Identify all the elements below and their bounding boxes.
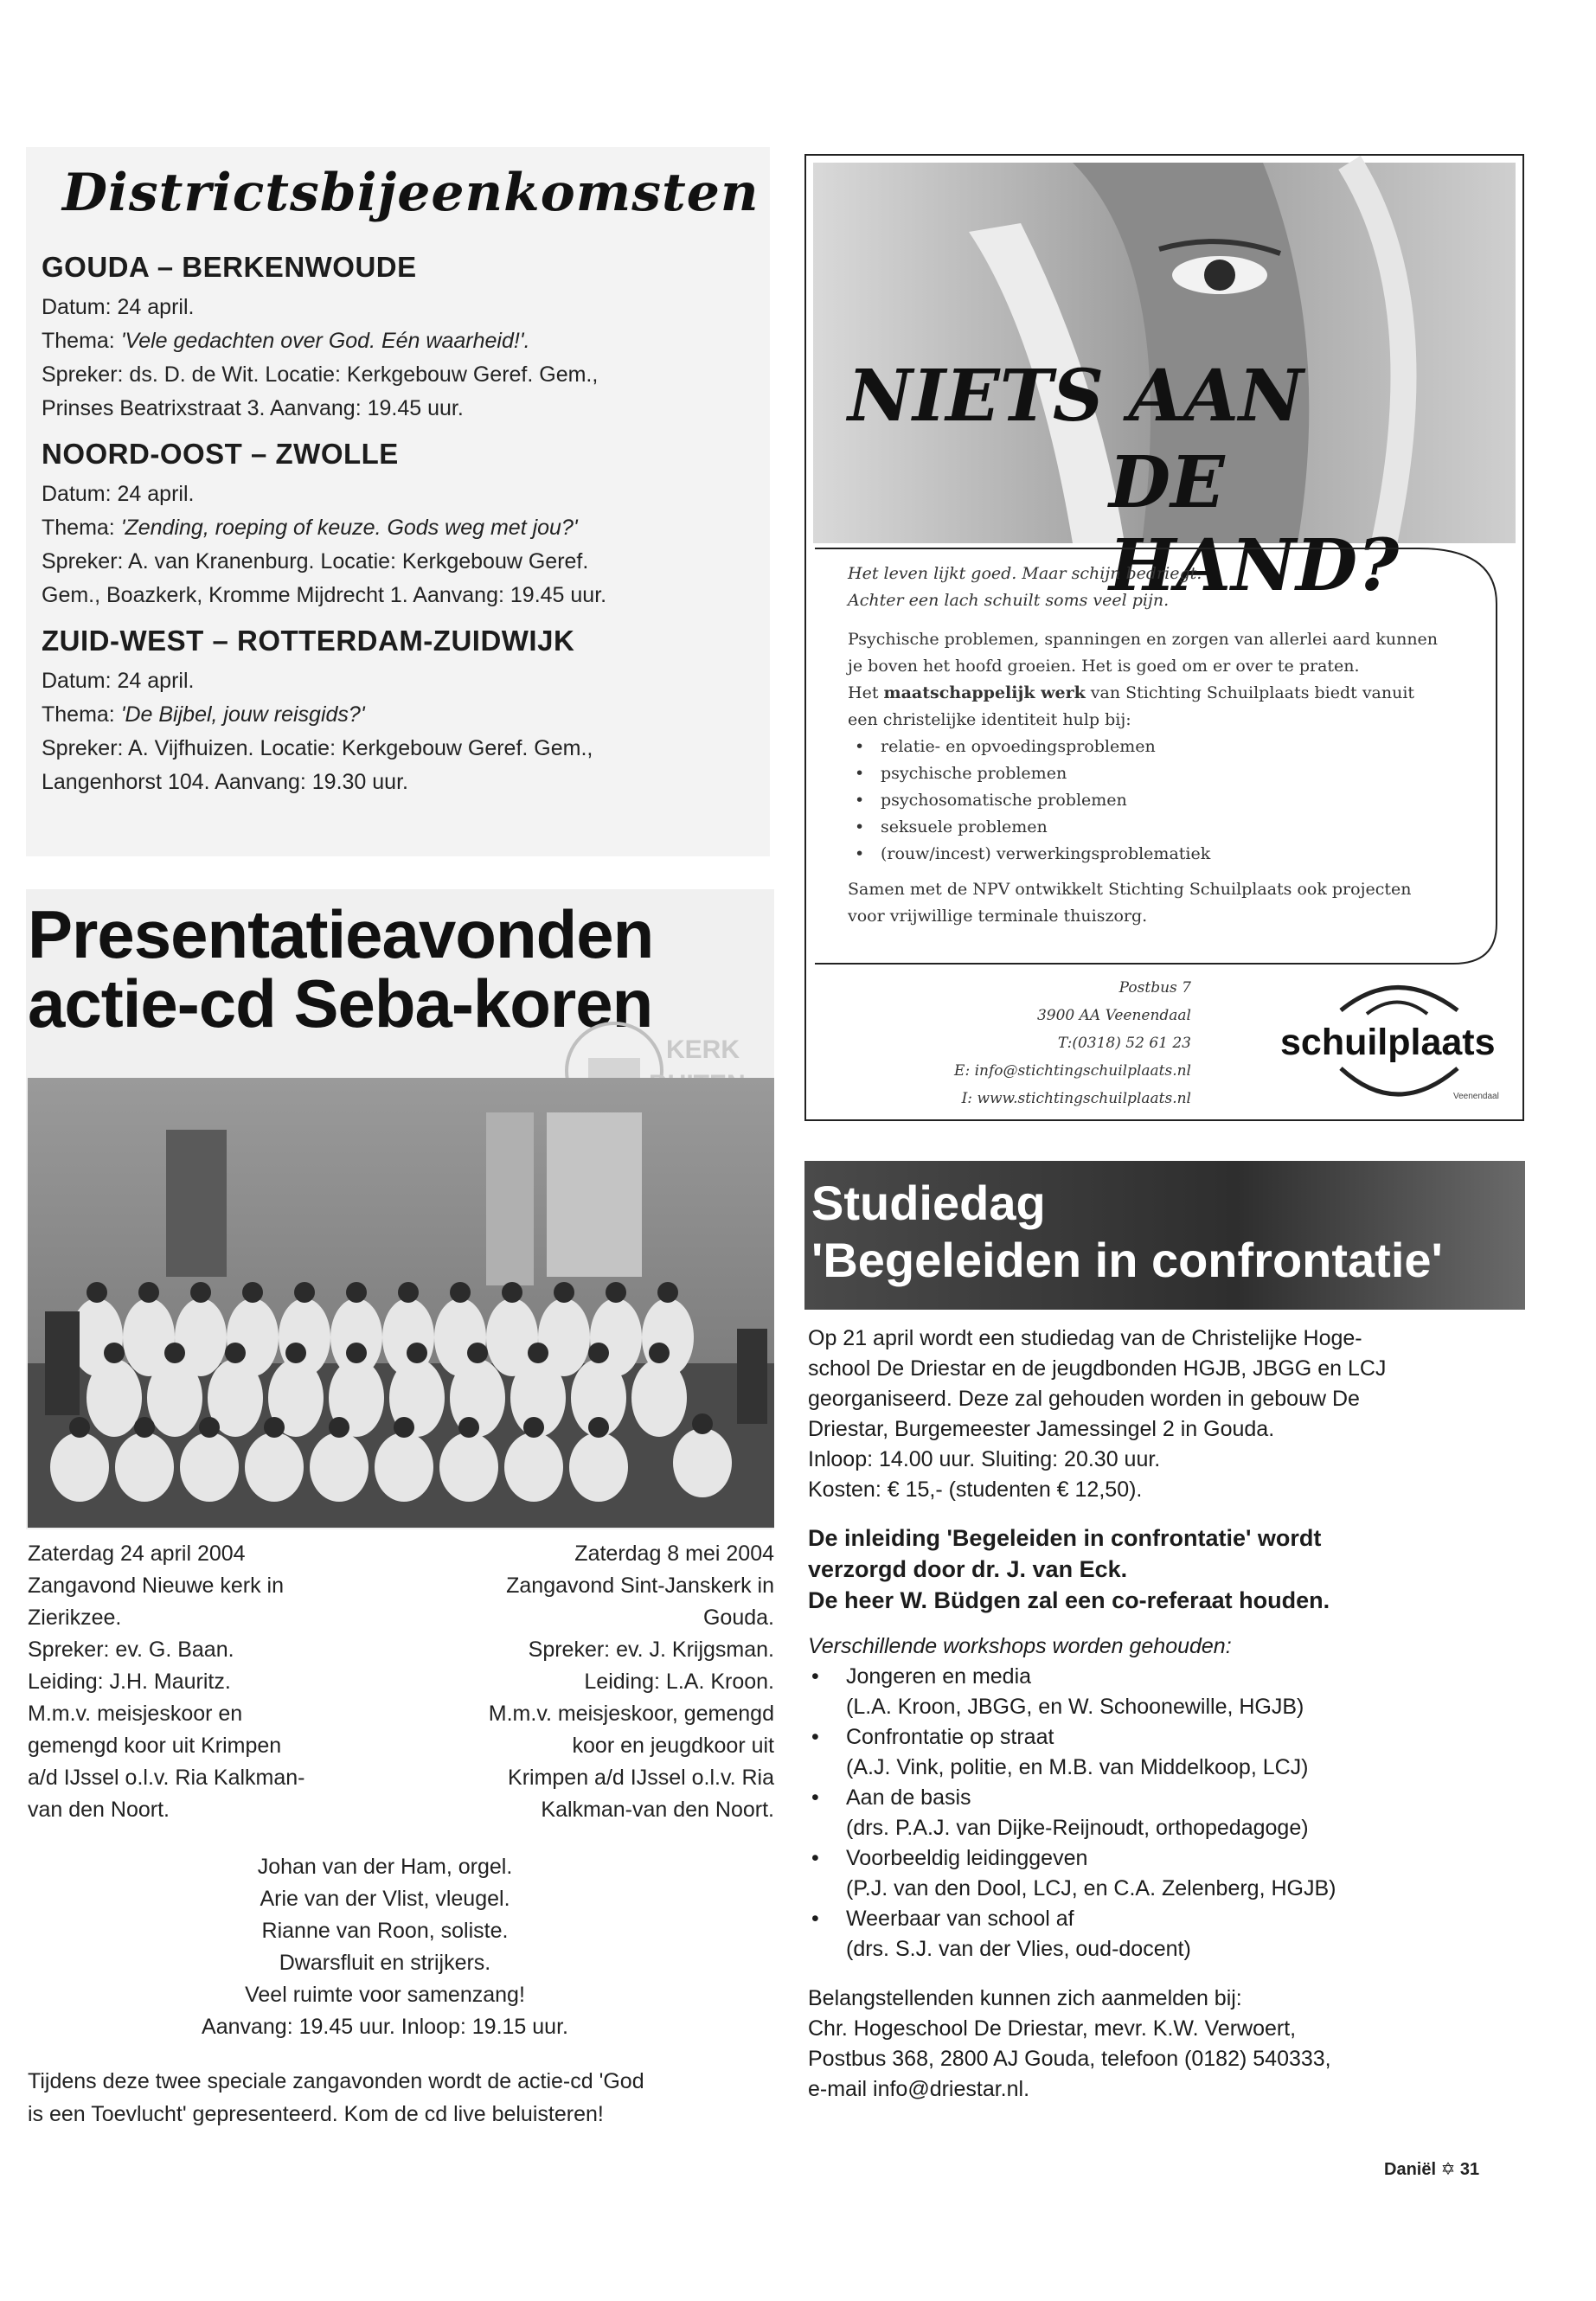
region-speaker: Spreker: ds. D. de Wit. Locatie: Kerkgebouw Geref. Gem., (42, 362, 599, 387)
fleur-icon: ✡ (1440, 2160, 1456, 2179)
choir-photo (28, 1078, 774, 1528)
credit-line: Johan van der Ham, orgel. (257, 1855, 513, 1879)
ad-text-span: Het (848, 683, 884, 702)
intro-line: Op 21 april wordt een studiedag van de Christelijke Hoge- (808, 1326, 1362, 1350)
workshop-title: • Voorbeeldig leidinggeven (846, 1846, 1088, 1870)
schuilplaats-logo-text: schuilplaats (1280, 1022, 1496, 1063)
event-1-line: Zierikzee. (28, 1606, 122, 1630)
district-rotterdam (42, 625, 760, 799)
choir-photo-illustration (28, 1078, 774, 1528)
region-name: ZUID-WEST – ROTTERDAM-ZUIDWIJK (42, 625, 575, 657)
workshop-presenters: (drs. P.A.J. van Dijke-Reijnoudt, orthopedagoge) (846, 1816, 1309, 1840)
speaker-line: verzorgd door dr. J. van Eck. (808, 1556, 1128, 1582)
workshop-item (846, 1904, 1517, 1965)
ad-body-line (848, 680, 1488, 707)
schuilplaats-ad (804, 154, 1524, 1121)
region-theme-line (42, 324, 760, 358)
workshop-item (846, 1662, 1517, 1722)
region-location: Gem., Boazkerk, Kromme Mijdrecht 1. Aanvang: 19.45 uur. (42, 583, 607, 607)
ad-text-box (813, 543, 1516, 967)
region-date: Datum: 24 april. (42, 482, 195, 506)
ad-intro (848, 561, 1488, 614)
districts-section (26, 147, 770, 856)
ad-help-item: • relatie- en opvoedingsproblemen (881, 734, 1488, 760)
region-location: Langenhorst 104. Aanvang: 19.30 uur. (42, 770, 408, 794)
signup-line: Chr. Hogeschool De Driestar, mevr. K.W. Verwoert, (808, 2016, 1297, 2041)
ad-body-line: Psychische problemen, spanningen en zorgen van allerlei aard kunnen (848, 630, 1439, 649)
contact-line: 3900 AA Veenendaal (1036, 1007, 1191, 1024)
workshop-presenters: (A.J. Vink, politie, en M.B. van Middelkoop, LCJ) (846, 1755, 1309, 1779)
event-1-line: Zaterdag 24 april 2004 (28, 1541, 246, 1566)
ad-body (848, 626, 1488, 930)
contact-line[interactable]: E: info@stichtingschuilplaats.nl (954, 1062, 1191, 1080)
ad-help-item: • psychosomatische problemen (881, 787, 1488, 814)
ad-headline-2: DE HAND? (1109, 441, 1400, 607)
event-2 (407, 1538, 774, 1826)
ad-intro-line: Het leven lijkt goed. Maar schijn bedriegt. (848, 564, 1202, 583)
signup-line: Postbus 368, 2800 AJ Gouda, telefoon (0182) 540333, (808, 2047, 1331, 2071)
event-2-line: Zangavond Sint-Janskerk in (506, 1574, 774, 1598)
districts-list (42, 251, 760, 811)
presentatie-title-line2: actie-cd Seba-koren (28, 965, 653, 1042)
studiedag-header (804, 1161, 1525, 1310)
ad-help-list (848, 734, 1488, 868)
region-theme-line (42, 511, 760, 545)
event-credits (87, 1851, 683, 2043)
event-1 (28, 1538, 391, 1826)
workshop-item (846, 1843, 1517, 1904)
event-1-line: gemengd koor uit Krimpen (28, 1734, 282, 1758)
presentatie-section (26, 889, 774, 1529)
event-1-line: a/d IJssel o.l.v. Ria Kalkman- (28, 1766, 305, 1790)
ad-help-item: • (rouw/incest) verwerkingsproblematiek (881, 841, 1488, 868)
intro-line: Driestar, Burgemeester Jamessingel 2 in Gouda. (808, 1417, 1275, 1441)
studiedag-body (808, 1324, 1517, 2105)
event-2-line: Spreker: ev. J. Krijgsman. (528, 1638, 774, 1662)
ad-text-span: van Stichting Schuilplaats biedt vanuit (1085, 683, 1415, 702)
region-theme: 'Zending, roeping of keuze. Gods weg met jou?' (120, 516, 578, 540)
contact-line[interactable]: I: www.stichtingschuilplaats.nl (961, 1090, 1191, 1107)
event-2-line: Kalkman-van den Noort. (541, 1798, 774, 1822)
speaker-line: De heer W. Büdgen zal een co-referaat houden. (808, 1587, 1330, 1613)
event-2-line: Gouda. (702, 1606, 774, 1630)
studiedag-intro (808, 1324, 1517, 1505)
closing-line: is een Toevlucht' gepresenteerd. Kom de cd live beluisteren! (28, 2102, 604, 2126)
district-gouda (42, 251, 760, 426)
workshop-title: • Aan de basis (846, 1785, 971, 1810)
event-2-line: Zaterdag 8 mei 2004 (574, 1541, 774, 1566)
theme-label: Thema: (42, 702, 121, 727)
credit-line: Arie van der Vlist, vleugel. (260, 1887, 510, 1911)
event-1-line: Zangavond Nieuwe kerk in (28, 1574, 284, 1598)
workshop-title: • Confrontatie op straat (846, 1725, 1054, 1749)
intro-line: georganiseerd. Deze zal gehouden worden in gebouw De (808, 1387, 1360, 1411)
ad-contact (936, 974, 1191, 1112)
workshop-presenters: (L.A. Kroon, JBGG, en W. Schoonewille, HGJB) (846, 1695, 1304, 1719)
ad-intro-line: Achter een lach schuilt soms veel pijn. (848, 591, 1170, 610)
event-1-line: Spreker: ev. G. Baan. (28, 1638, 234, 1662)
region-theme-line (42, 698, 760, 732)
event-1-line: M.m.v. meisjeskoor en (28, 1702, 243, 1726)
event-2-line: M.m.v. meisjeskoor, gemengd (488, 1702, 774, 1726)
credit-line: Rianne van Roon, soliste. (261, 1919, 509, 1943)
region-speaker: Spreker: A. Vijfhuizen. Locatie: Kerkgebouw Geref. Gem., (42, 736, 593, 760)
signup-email[interactable]: e-mail info@driestar.nl. (808, 2077, 1030, 2101)
credit-line: Veel ruimte voor samenzang! (245, 1983, 525, 2007)
credit-line: Aanvang: 19.45 uur. Inloop: 19.15 uur. (202, 2015, 568, 2039)
region-location: Prinses Beatrixstraat 3. Aanvang: 19.45 uur. (42, 396, 464, 420)
intro-line: Kosten: € 15,- (studenten € 12,50). (808, 1477, 1143, 1502)
event-1-line: Leiding: J.H. Mauritz. (28, 1670, 231, 1694)
studiedag-title: Studiedag (811, 1176, 1046, 1230)
workshop-presenters: (drs. S.J. van der Vlies, oud-docent) (846, 1937, 1191, 1961)
page-footer (1384, 2158, 1479, 2180)
workshop-item (846, 1722, 1517, 1783)
region-date: Datum: 24 april. (42, 669, 195, 693)
ad-headline-1: NIETS AAN (848, 355, 1304, 438)
event-2-line: Leiding: L.A. Kroon. (584, 1670, 774, 1694)
ad-body-line: Samen met de NPV ontwikkelt Stichting Schuilplaats ook projecten (848, 880, 1412, 899)
workshops-list (808, 1662, 1517, 1965)
event-2-line: Krimpen a/d IJssel o.l.v. Ria (508, 1766, 774, 1790)
contact-line: Postbus 7 (1118, 979, 1191, 997)
studiedag-speakers (808, 1522, 1517, 1616)
intro-line: Inloop: 14.00 uur. Sluiting: 20.30 uur. (808, 1447, 1161, 1471)
studiedag-section (804, 1161, 1525, 2169)
ad-help-item: • psychische problemen (881, 760, 1488, 787)
district-zwolle (42, 438, 760, 612)
workshop-presenters: (P.J. van den Dool, LCJ, en C.A. Zelenberg, HGJB) (846, 1876, 1336, 1900)
presentatie-title-line1: Presentatieavonden (28, 896, 654, 972)
signup-line: Belangstellenden kunnen zich aanmelden bij: (808, 1986, 1242, 2010)
ad-bold-span: maatschappelijk werk (883, 683, 1086, 702)
ad-body-line: voor vrijwillige terminale thuiszorg. (848, 907, 1148, 926)
studiedag-signup (808, 1984, 1517, 2105)
ad-body-line: je boven het hoofd groeien. Het is goed om er over te praten. (848, 657, 1360, 676)
logo-small-text: Veenendaal (1453, 1092, 1499, 1101)
event-2-line: koor en jeugdkoor uit (572, 1734, 774, 1758)
closing-line: Tijdens deze twee speciale zangavonden wordt de actie-cd 'God (28, 2069, 644, 2093)
event-1-line: van den Noort. (28, 1798, 170, 1822)
region-theme: 'Vele gedachten over God. Eén waarheid!'. (120, 329, 530, 353)
theme-label: Thema: (42, 329, 121, 353)
stamp-word-1: KERK (666, 1035, 740, 1064)
ad-help-item: • seksuele problemen (881, 814, 1488, 841)
ad-body-line: een christelijke identiteit hulp bij: (848, 710, 1131, 729)
page-number: 31 (1459, 2160, 1480, 2179)
districts-title: Districtsbijeenkomsten (62, 163, 760, 223)
workshop-title: • Weerbaar van school af (846, 1907, 1074, 1931)
region-name: NOORD-OOST – ZWOLLE (42, 438, 399, 470)
speaker-line: De inleiding 'Begeleiden in confrontatie' wordt (808, 1525, 1322, 1551)
workshop-item (846, 1783, 1517, 1843)
magazine-name: Daniël (1384, 2160, 1437, 2179)
region-theme: 'De Bijbel, jouw reisgids?' (120, 702, 365, 727)
workshop-title: • Jongeren en media (846, 1664, 1032, 1689)
intro-line: school De Driestar en de jeugdbonden HGJB, JBGG en LCJ (808, 1356, 1387, 1381)
region-speaker: Spreker: A. van Kranenburg. Locatie: Kerkgebouw Geref. (42, 549, 589, 574)
region-name: GOUDA – BERKENWOUDE (42, 251, 417, 283)
credit-line: Dwarsfluit en strijkers. (279, 1951, 491, 1975)
presentatie-closing (28, 2065, 772, 2131)
contact-line: T:(0318) 52 61 23 (1057, 1035, 1191, 1052)
region-date: Datum: 24 april. (42, 295, 195, 319)
workshops-intro: Verschillende workshops worden gehouden: (808, 1634, 1232, 1658)
theme-label: Thema: (42, 516, 121, 540)
studiedag-subtitle: 'Begeleiden in confrontatie' (811, 1233, 1443, 1287)
